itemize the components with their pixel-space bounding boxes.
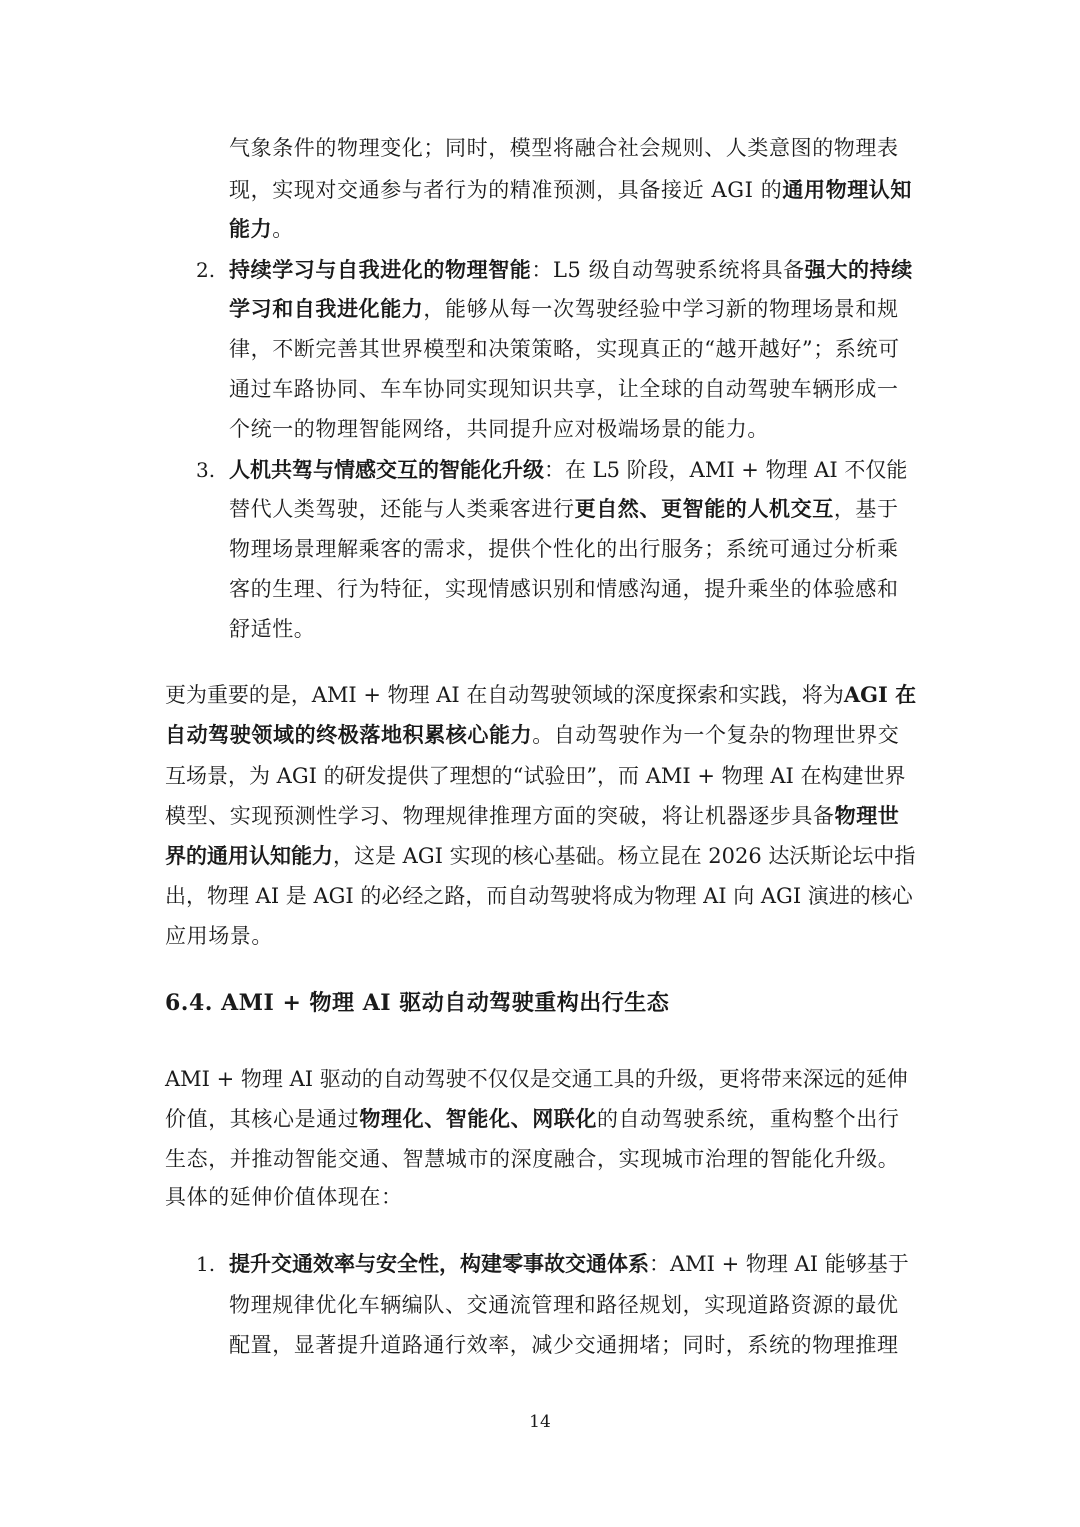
- list-item-3-line-5: [229, 614, 315, 644]
- text-run: 应用场景。: [165, 924, 273, 948]
- text-run: 配置，显著提升道路通行效率，减少交通拥堵；同时，系统的物理推理: [229, 1333, 899, 1357]
- paragraph-1-line-2: [165, 720, 899, 750]
- text-run: 物理规律优化车辆编队、交通流管理和路径规划，实现道路资源的最优: [229, 1293, 899, 1317]
- bold-text-run: 通用物理认知: [782, 177, 912, 202]
- text-run: 替代人类驾驶，还能与人类乘客进行: [229, 497, 575, 521]
- text-run: ，基于: [833, 497, 899, 521]
- paragraph-1-line-1: [165, 680, 916, 710]
- text-run: 通过车路协同、车车协同实现知识共享，让全球的自动驾驶车辆形成一: [229, 377, 899, 401]
- list-item-3-line-2: [229, 494, 899, 524]
- text-run: 模型、实现预测性学习、物理规律推理方面的突破，将让机器逐步具备: [165, 804, 835, 828]
- paragraph-2-line-2: [165, 1104, 899, 1134]
- paragraph-1-line-4: [165, 801, 899, 831]
- text-run: 客的生理、行为特征，实现情感识别和情感沟通，提升乘坐的体验感和: [229, 577, 899, 601]
- text-run: AMI + 物理 AI 驱动的自动驾驶不仅仅是交通工具的升级，更将带来深远的延伸: [165, 1067, 908, 1091]
- list-item-2-line-1: [229, 255, 913, 285]
- list-item-2-line-5: [229, 414, 769, 444]
- paragraph-1-line-3: [165, 761, 905, 791]
- continuation-line-1: [229, 133, 899, 163]
- bold-text-run: 人机共驾与情感交互的智能化升级: [229, 457, 544, 482]
- text-run: ：L5 级自动驾驶系统将具备: [531, 258, 805, 282]
- page-number: 14: [529, 1412, 551, 1432]
- list-item-2-line-3: [229, 334, 900, 364]
- text-run: 具体的延伸价值体现在：: [165, 1185, 403, 1209]
- bold-text-run: 提升交通效率与安全性，构建零事故交通体系: [229, 1251, 649, 1276]
- text-run: 的自动驾驶系统，重构整个出行: [597, 1107, 900, 1131]
- list-item-2-line-2: [229, 294, 899, 324]
- list-item-3-line-1: [229, 455, 907, 485]
- text-run: 现，实现对交通参与者行为的精准预测，具备接近 AGI 的: [229, 178, 783, 202]
- list-item-2-line-4: [229, 374, 899, 404]
- paragraph-1-line-7: [165, 921, 273, 951]
- list-item-3-line-3: [229, 534, 899, 564]
- bold-text-run: 物理化、智能化、网联化: [359, 1106, 598, 1131]
- text-run: 生态，并推动智能交通、智慧城市的深度融合，实现城市治理的智能化升级。: [165, 1147, 900, 1171]
- paragraph-1-line-6: [165, 881, 913, 911]
- text-run: ：AMI + 物理 AI 能够基于: [649, 1252, 909, 1276]
- text-run: ，这是 AGI 实现的核心基础。杨立昆在 2026 达沃斯论坛中指: [333, 844, 916, 868]
- list-number-1: 1.: [196, 1252, 216, 1276]
- bold-text-run: 能力: [229, 216, 273, 241]
- list-number-2: 2.: [196, 258, 216, 282]
- text-run: ，能够从每一次驾驶经验中学习新的物理场景和规: [423, 297, 899, 321]
- text-run: 个统一的物理智能网络，共同提升应对极端场景的能力。: [229, 417, 769, 441]
- continuation-line-3: [229, 214, 294, 244]
- text-run: 律，不断完善其世界模型和决策策略，实现真正的“越开越好”；系统可: [229, 337, 900, 361]
- bold-text-run: 界的通用认知能力: [165, 843, 333, 868]
- list-b-item-1-line-1: [229, 1249, 909, 1279]
- paragraph-2-line-3: [165, 1144, 899, 1174]
- text-run: 物理场景理解乘客的需求，提供个性化的出行服务；系统可通过分析乘: [229, 537, 899, 561]
- bold-text-run: 自动驾驶领域的终极落地积累核心能力: [165, 722, 533, 747]
- bold-text-run: 学习和自我进化能力: [229, 296, 424, 321]
- bold-text-run: AGI 在: [843, 682, 917, 707]
- section-heading: 6.4. AMI + 物理 AI 驱动自动驾驶重构出行生态: [165, 990, 670, 1016]
- list-b-item-1-line-3: [229, 1330, 899, 1360]
- continuation-line-2: [229, 175, 912, 205]
- list-number-3: 3.: [196, 458, 216, 482]
- bold-text-run: 物理世: [834, 803, 900, 828]
- paragraph-2-line-1: [165, 1064, 908, 1094]
- list-item-3-line-4: [229, 574, 899, 604]
- paragraph-1-line-5: [165, 841, 915, 871]
- bold-text-run: 更自然、更智能的人机交互: [574, 496, 834, 521]
- bold-text-run: 持续学习与自我进化的物理智能: [229, 257, 532, 282]
- text-run: 互场景，为 AGI 的研发提供了理想的“试验田”，而 AMI + 物理 AI 在构建世界: [165, 764, 906, 788]
- list-b-item-1-line-2: [229, 1290, 899, 1320]
- text-run: 出，物理 AI 是 AGI 的必经之路，而自动驾驶将成为物理 AI 向 AGI 演进的核心: [165, 884, 913, 908]
- text-run: 。: [272, 217, 294, 241]
- text-run: 价值，其核心是通过: [165, 1107, 360, 1131]
- text-run: ：在 L5 阶段，AMI + 物理 AI 不仅能: [544, 458, 908, 482]
- text-run: 气象条件的物理变化；同时，模型将融合社会规则、人类意图的物理表: [229, 136, 899, 160]
- bold-text-run: 强大的持续: [804, 257, 913, 282]
- text-run: 。自动驾驶作为一个复杂的物理世界交: [532, 723, 900, 747]
- text-run: 舒适性。: [229, 617, 316, 641]
- paragraph-2-line-4: [165, 1182, 403, 1212]
- text-run: 更为重要的是，AMI + 物理 AI 在自动驾驶领域的深度探索和实践，将为: [165, 683, 844, 707]
